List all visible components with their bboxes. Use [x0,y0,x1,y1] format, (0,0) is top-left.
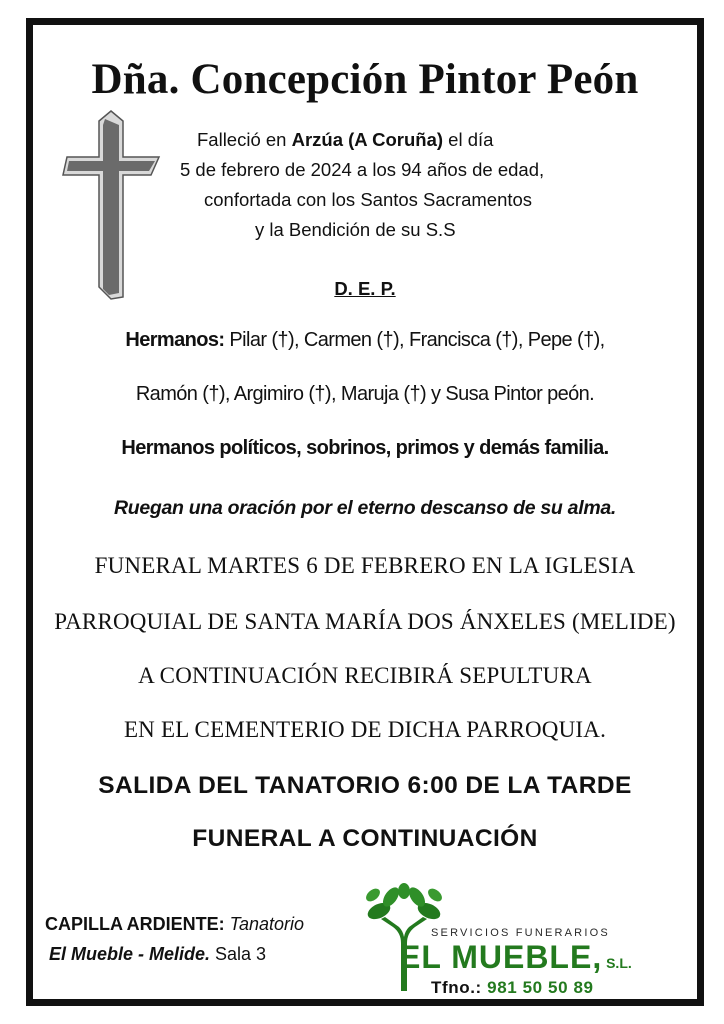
chapel-line-2: El Mueble - Melide. Sala 3 [49,944,267,964]
dep-label: D. E. P. [334,278,396,299]
prayer-line: Ruegan una oración por el eterno descanso de su alma. [113,497,617,519]
funeral-line-1: FUNERAL MARTES 6 DE FEBRERO EN LA IGLESIA [94,553,636,578]
intro-line-2: 5 de febrero de 2024 a los 94 años de edad, [180,159,545,180]
siblings-line-1: Hermanos: Pilar (†), Carmen (†), Francisca (†), Pepe (†), [125,329,605,351]
funeral-line-3: A CONTINUACIÓN RECIBIRÁ SEPULTURA [138,663,592,688]
logo-tagline: SERVICIOS FUNERARIOS [431,927,610,939]
siblings-line-2: Ramón (†), Argimiro (†), Maruja (†) y Susa Pintor peón. [135,383,595,405]
departure-time: SALIDA DEL TANATORIO 6:00 DE LA TARDE [98,772,632,799]
funeral-line-2: PARROQUIAL DE SANTA MARÍA DOS ÁNXELES (MELIDE) [54,609,676,634]
intro-line-4: y la Bendición de su S.S [255,219,456,240]
funeral-home-logo [361,877,691,997]
funeral-line-4: EN EL CEMENTERIO DE DICHA PARROQUIA. [123,717,607,742]
funeral-follows: FUNERAL A CONTINUACIÓN [192,825,538,852]
family-line: Hermanos políticos, sobrinos, primos y demás familia. [121,437,609,459]
notice-frame [26,18,704,1006]
chapel-line-1: CAPILLA ARDIENTE: Tanatorio [45,914,305,934]
cross-icon [59,107,163,303]
logo-phone: Tfno.: 981 50 50 89 [431,978,594,997]
deceased-name: Dña. Concepción Pintor Peón [91,56,639,103]
death-place: Arzúa (A Coruña) [291,129,444,150]
logo-name: EL MUEBLE, S.L. [399,939,632,975]
siblings-label: Hermanos: [125,329,225,351]
intro-line-1: Falleció en Arzúa (A Coruña) el día [197,129,494,150]
chapel-info [45,909,304,969]
intro-line-3: confortada con los Santos Sacramentos [204,189,533,210]
